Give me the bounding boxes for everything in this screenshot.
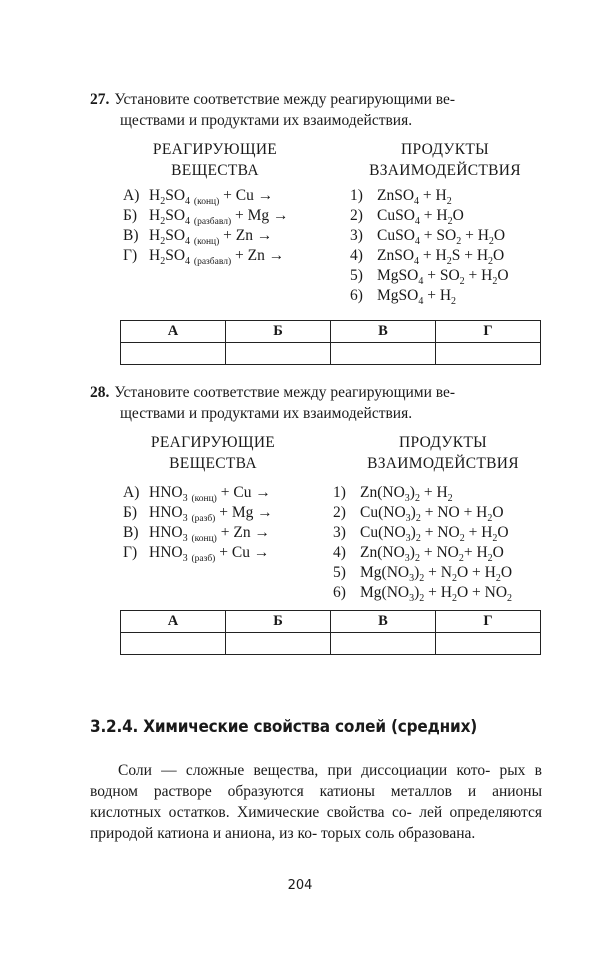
reactant-row: В) $H_2SO_4$ $_{(конц)}$ + Zn → xyxy=(123,227,273,247)
task-27 xyxy=(90,89,542,131)
reactants-list xyxy=(123,186,289,266)
answer-table xyxy=(120,610,541,655)
product-row: 2) CuSO$_4$ + $H_2O$ xyxy=(350,207,464,227)
product-row: 2) $Cu(NO_3)_2$ + NO + $H_2O$ xyxy=(333,504,504,524)
answer-header: Г xyxy=(436,321,541,343)
task-number: 28. xyxy=(90,384,110,401)
answer-cell[interactable] xyxy=(121,343,226,365)
answer-header: Б xyxy=(226,611,331,633)
reactant-row: Б) $HNO_3$ $_{(разб)}$ + Mg → xyxy=(123,504,273,524)
answer-header: А xyxy=(121,611,226,633)
reactants-heading: РЕАГИРУЮЩИЕ ВЕЩЕСТВА xyxy=(152,141,278,179)
reactants-heading: РЕАГИРУЮЩИЕ ВЕЩЕСТВА xyxy=(150,434,276,472)
reactants-list xyxy=(123,483,273,563)
product-row: 3) CuSO$_4$ + $SO_2 + H_2O$ xyxy=(350,227,506,247)
task-28-text: 28. Установите соответствие между реагирующими ве- ществами и продуктами их взаимодействия. xyxy=(90,384,456,422)
product-row: 3) $Cu(NO_3)_2 + NO_2 + H_2O$ xyxy=(333,524,509,544)
reactant-row: Г) $H_2SO_4$ $_{(разбавл)}$ + Zn → xyxy=(123,247,285,267)
answer-cell[interactable] xyxy=(436,343,541,365)
reactant-row: А) $HNO_3$ $_{(конц)}$ + Cu → xyxy=(123,484,271,504)
answer-cell[interactable] xyxy=(121,633,226,655)
answer-cell[interactable] xyxy=(436,633,541,655)
reactant-row: А) $H_2SO_4$ $_{(конц)}$ + Cu → xyxy=(123,187,274,207)
products-list xyxy=(350,186,509,306)
products-list xyxy=(333,483,512,603)
answer-header: Б xyxy=(226,321,331,343)
reactant-row: Г) $HNO_3$ $_{(разб)}$ + Cu → xyxy=(123,544,270,564)
answer-cell[interactable] xyxy=(331,343,436,365)
task-28 xyxy=(90,382,542,424)
products-heading: ПРОДУКТЫ ВЗАИМОДЕЙСТВИЯ xyxy=(367,434,519,472)
section-paragraph: Соли — сложные вещества, при диссоциации кото- рых в водном растворе образуются катионы металлов и анионы кислотных остатков. Химические свойства со- лей определяются природой катиона и аниона, из ко- торых соль образована. xyxy=(90,762,543,842)
section-title: 3.2.4. Химические свойства солей (средних) xyxy=(90,717,478,737)
reactant-row: Б) $H_2SO_4$ $_{(разбавл)}$ + Mg → xyxy=(123,207,289,227)
answer-header: В xyxy=(331,321,436,343)
products-heading: ПРОДУКТЫ ВЗАИМОДЕЙСТВИЯ xyxy=(369,141,521,179)
answer-header: В xyxy=(331,611,436,633)
answer-header: Г xyxy=(436,611,541,633)
answer-cell[interactable] xyxy=(226,633,331,655)
product-row: 1) ZnSO$_4$ + $H_2$ xyxy=(350,187,452,207)
answer-cell[interactable] xyxy=(226,343,331,365)
product-row: 4) $Zn(NO_3)_2 + NO_2+ H_2O$ xyxy=(333,544,504,564)
reactant-row: В) $HNO_3$ $_{(конц)}$ + Zn → xyxy=(123,524,270,544)
product-row: 5) MgSO$_4$ + $SO_2 + H_2O$ xyxy=(350,267,509,287)
answer-table xyxy=(120,320,541,365)
answer-cell[interactable] xyxy=(331,633,436,655)
product-row: 4) ZnSO$_4$ + $H_2S + H_2O$ xyxy=(350,247,505,267)
product-row: 6) MgSO$_4$ + $H_2$ xyxy=(350,287,457,307)
product-row: 6) $Mg(NO_3)_2 + H_2O + NO_2$ xyxy=(333,584,513,604)
task-27-text: 27. Установите соответствие между реагирующими ве- ществами и продуктами их взаимодействия. xyxy=(90,91,456,129)
task-number: 27. xyxy=(90,91,110,108)
answer-header: А xyxy=(121,321,226,343)
page-number: 204 xyxy=(287,878,313,893)
product-row: 1) $Zn(NO_3)_2 + H_2$ xyxy=(333,484,453,504)
product-row: 5) $Mg(NO_3)_2 + N_2O + H_2O$ xyxy=(333,564,513,584)
